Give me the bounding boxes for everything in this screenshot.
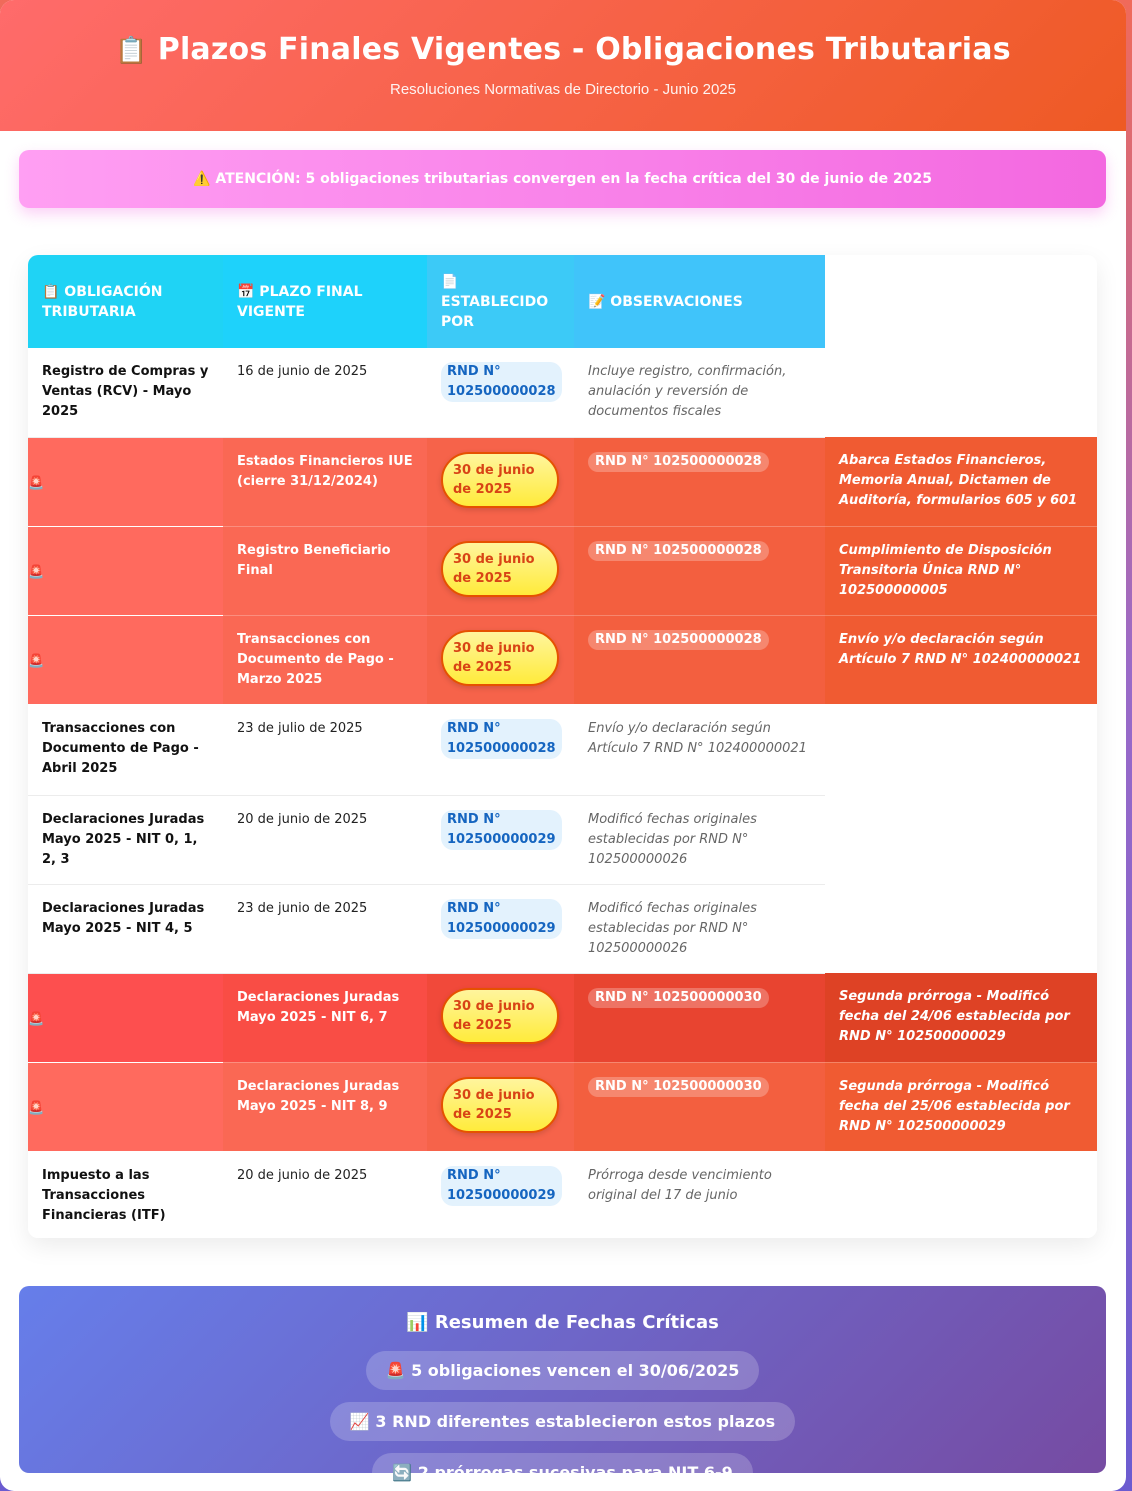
deadline-cell: 20 de junio de 2025 xyxy=(223,795,427,884)
rnd-cell xyxy=(574,526,825,615)
observation-cell: Envío y/o declaración según Artículo 7 RND N° 102400000021 xyxy=(825,615,1097,704)
table-row xyxy=(28,704,1097,795)
deadline-cell: 16 de junio de 2025 xyxy=(223,348,427,437)
page-subtitle: Resoluciones Normativas de Directorio - Junio 2025 xyxy=(390,81,736,98)
obligation-cell: Impuesto a las Transacciones Financieras (ITF) xyxy=(28,1151,223,1238)
empty-cell xyxy=(825,348,1097,437)
summary-title: 📊 Resumen de Fechas Críticas xyxy=(406,1312,719,1333)
observation-cell: Incluye registro, confirmación, anulación y reversión de documentos fiscales xyxy=(574,348,825,437)
header-obligacion: 📋 OBLIGACIÓN TRIBUTARIA xyxy=(28,255,223,348)
table-row xyxy=(28,795,1097,884)
deadline-cell: 23 de junio de 2025 xyxy=(223,884,427,973)
table-row xyxy=(28,1151,1097,1238)
rnd-cell xyxy=(574,1062,825,1151)
critical-date-badge: 30 de junio de 2025 xyxy=(441,630,559,686)
siren-icon: 🚨 xyxy=(28,475,45,491)
siren-icon: 🚨 xyxy=(28,1100,45,1116)
rnd-badge: RND N° 102500000028 xyxy=(588,630,769,650)
table-row-critical xyxy=(28,1062,1097,1151)
observation-cell: Abarca Estados Financieros, Memoria Anual, Dictamen de Auditoría, formularios 605 y 601 xyxy=(825,437,1097,526)
rnd-badge: RND N° 102500000028 xyxy=(588,541,769,561)
siren-icon: 🚨 xyxy=(28,1011,45,1027)
table-row xyxy=(28,348,1097,437)
deadline-cell xyxy=(427,437,574,526)
observation-cell: Modificó fechas originales establecidas por RND N° 102500000026 xyxy=(574,884,825,973)
obligations-table xyxy=(28,255,1097,1238)
siren-icon: 🚨 xyxy=(28,653,45,669)
page-title xyxy=(0,32,1126,67)
obligation-cell: Declaraciones Juradas Mayo 2025 - NIT 6, 7 xyxy=(223,973,427,1062)
siren-cell xyxy=(28,437,223,526)
observation-cell: Segunda prórroga - Modificó fecha del 24/06 establecida por RND N° 102500000029 xyxy=(825,973,1097,1062)
observation-cell: Envío y/o declaración según Artículo 7 RND N° 102400000021 xyxy=(574,704,825,795)
deadline-cell xyxy=(427,973,574,1062)
obligation-cell: Transacciones con Documento de Pago - Abril 2025 xyxy=(28,704,223,795)
header-blank xyxy=(825,255,1097,348)
table-row-critical xyxy=(28,526,1097,615)
table-header-row xyxy=(28,255,1097,348)
rnd-badge: RND N° 102500000028 xyxy=(441,719,562,759)
rnd-badge: RND N° 102500000028 xyxy=(588,452,769,472)
header-establecido: 📄 ESTABLECIDO POR xyxy=(427,255,574,348)
empty-cell xyxy=(825,795,1097,884)
observation-cell: Prórroga desde vencimiento original del 17 de junio xyxy=(574,1151,825,1238)
rnd-cell xyxy=(427,795,574,884)
summary-chip: 📈 3 RND diferentes establecieron estos plazos xyxy=(330,1402,795,1441)
obligation-cell: Registro de Compras y Ventas (RCV) - Mayo 2025 xyxy=(28,348,223,437)
deadline-cell xyxy=(427,615,574,704)
rnd-badge: RND N° 102500000028 xyxy=(441,362,562,402)
rnd-cell xyxy=(427,704,574,795)
obligation-cell: Declaraciones Juradas Mayo 2025 - NIT 0, 1, 2, 3 xyxy=(28,795,223,884)
empty-cell xyxy=(825,884,1097,973)
obligation-cell: Declaraciones Juradas Mayo 2025 - NIT 4, 5 xyxy=(28,884,223,973)
summary-chip: 🔄 2 prórrogas sucesivas para NIT 6-9 xyxy=(372,1453,752,1491)
deadline-cell xyxy=(427,1062,574,1151)
attention-alert: ⚠️ ATENCIÓN: 5 obligaciones tributarias convergen en la fecha crítica del 30 de junio de 2025 xyxy=(19,150,1106,208)
deadline-cell: 23 de julio de 2025 xyxy=(223,704,427,795)
rnd-cell xyxy=(427,884,574,973)
rnd-badge: RND N° 102500000029 xyxy=(441,1166,562,1206)
rnd-cell xyxy=(574,615,825,704)
table-row-critical xyxy=(28,437,1097,526)
table-row xyxy=(28,884,1097,973)
empty-cell xyxy=(825,1151,1097,1238)
summary-chips xyxy=(19,1351,1106,1491)
empty-cell xyxy=(825,704,1097,795)
siren-cell xyxy=(28,973,223,1062)
rnd-badge: RND N° 102500000030 xyxy=(588,1077,769,1097)
siren-cell xyxy=(28,1062,223,1151)
clipboard-icon: 📋 xyxy=(115,36,148,66)
critical-date-badge: 30 de junio de 2025 xyxy=(441,988,559,1044)
deadline-cell: 20 de junio de 2025 xyxy=(223,1151,427,1238)
rnd-cell xyxy=(427,348,574,437)
siren-cell xyxy=(28,526,223,615)
summary-chip: 🚨 5 obligaciones vencen el 30/06/2025 xyxy=(366,1351,760,1390)
header-observaciones: 📝 OBSERVACIONES xyxy=(574,255,825,348)
rnd-badge: RND N° 102500000030 xyxy=(588,988,769,1008)
table-row-critical xyxy=(28,615,1097,704)
siren-icon: 🚨 xyxy=(28,564,45,580)
table-row-critical xyxy=(28,973,1097,1062)
observation-cell: Modificó fechas originales establecidas por RND N° 102500000026 xyxy=(574,795,825,884)
observation-cell: Cumplimiento de Disposición Transitoria Única RND N° 102500000005 xyxy=(825,526,1097,615)
obligation-cell: Estados Financieros IUE (cierre 31/12/2024) xyxy=(223,437,427,526)
summary-panel xyxy=(19,1286,1106,1482)
header-plazo: 📅 PLAZO FINAL VIGENTE xyxy=(223,255,427,348)
rnd-cell xyxy=(574,973,825,1062)
siren-cell xyxy=(28,615,223,704)
obligation-cell: Declaraciones Juradas Mayo 2025 - NIT 8, 9 xyxy=(223,1062,427,1151)
critical-date-badge: 30 de junio de 2025 xyxy=(441,452,559,508)
deadline-cell xyxy=(427,526,574,615)
observation-cell: Segunda prórroga - Modificó fecha del 25/06 establecida por RND N° 102500000029 xyxy=(825,1062,1097,1151)
obligation-cell: Transacciones con Documento de Pago - Marzo 2025 xyxy=(223,615,427,704)
rnd-badge: RND N° 102500000029 xyxy=(441,810,562,850)
rnd-badge: RND N° 102500000029 xyxy=(441,899,562,939)
critical-date-badge: 30 de junio de 2025 xyxy=(441,541,559,597)
page-header xyxy=(0,0,1126,131)
obligation-cell: Registro Beneficiario Final xyxy=(223,526,427,615)
page-title-text: Plazos Finales Vigentes - Obligaciones Tributarias xyxy=(157,32,1011,67)
rnd-cell xyxy=(574,437,825,526)
critical-date-badge: 30 de junio de 2025 xyxy=(441,1077,559,1133)
rnd-cell xyxy=(427,1151,574,1238)
